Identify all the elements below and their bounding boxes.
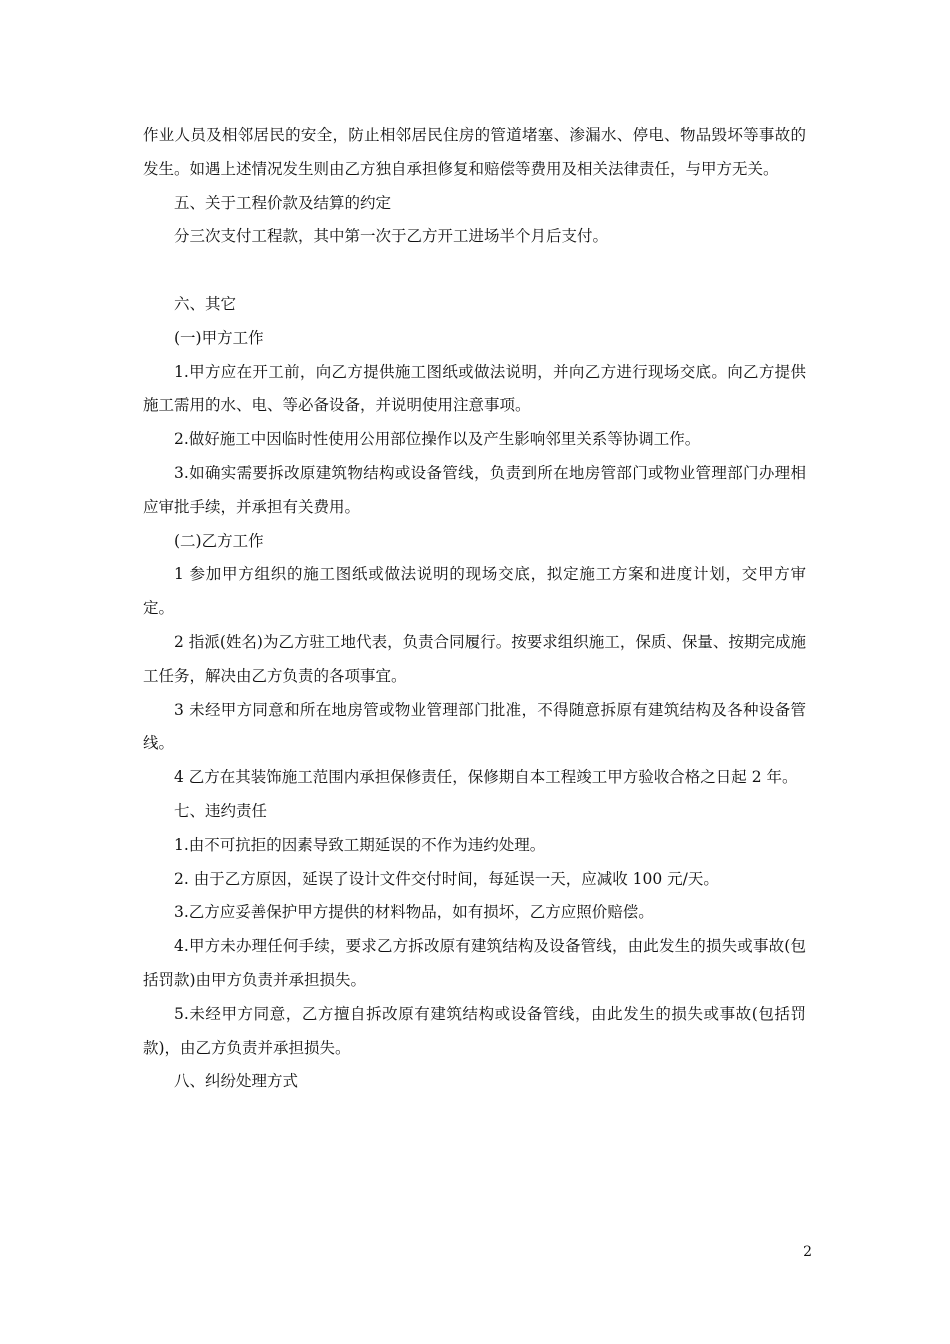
paragraph: 1 参加甲方组织的施工图纸或做法说明的现场交底，拟定施工方案和进度计划，交甲方审定。 [143, 565, 806, 618]
paragraph: 4.甲方未办理任何手续，要求乙方拆改原有建筑结构及设备管线，由此发生的损失或事故(包括罚款)由甲方负责并承担损失。 [143, 937, 806, 989]
paragraph-gap [143, 254, 806, 288]
paragraph: 作业人员及相邻居民的安全，防止相邻居民住房的管道堵塞、渗漏水、停电、物品毁坏等事故的发生。如遇上述情况发生则由乙方独自承担修复和赔偿等费用及相关法律责任，与甲方无关。 [143, 126, 806, 178]
document-body [143, 119, 806, 1099]
paragraph: 2.做好施工中因临时性使用公用部位操作以及产生影响邻里关系等协调工作。 [174, 430, 701, 449]
paragraph: 3 未经甲方同意和所在地房管或物业管理部门批准，不得随意拆原有建筑结构及各种设备管线。 [143, 700, 806, 753]
paragraph: (二)乙方工作 [174, 531, 264, 550]
section-before-gap [143, 119, 806, 254]
paragraph: 分三次支付工程款，其中第一次于乙方开工进场半个月后支付。 [174, 227, 609, 246]
paragraph: 2. 由于乙方原因，延误了设计文件交付时间，每延误一天，应减收 100 元/天。 [174, 869, 719, 888]
paragraph: 2 指派(姓名)为乙方驻工地代表，负责合同履行。按要求组织施工，保质、保量、按期完成施工任务，解决由乙方负责的各项事宜。 [143, 632, 806, 685]
paragraph: 七、违约责任 [174, 801, 268, 820]
paragraph: 3.乙方应妥善保护甲方提供的材料物品，如有损坏，乙方应照价赔偿。 [174, 903, 654, 922]
page-number: 2 [803, 1244, 812, 1260]
section-after-gap [143, 288, 806, 1099]
paragraph: 1.由不可抗拒的因素导致工期延误的不作为违约处理。 [174, 835, 546, 854]
paragraph: 4 乙方在其装饰施工范围内承担保修责任，保修期自本工程竣工甲方验收合格之日起 2 年。 [174, 768, 798, 787]
paragraph: 八、纠纷处理方式 [174, 1072, 299, 1091]
paragraph: 3.如确实需要拆改原建筑物结构或设备管线，负责到所在地房管部门或物业管理部门办理相应审批手续，并承担有关费用。 [143, 463, 806, 516]
paragraph: 六、其它 [174, 294, 237, 313]
paragraph: 5.未经甲方同意，乙方擅自拆改原有建筑结构或设备管线，由此发生的损失或事故(包括罚款)，由乙方负责并承担损失。 [143, 1004, 806, 1057]
paragraph: 1.甲方应在开工前，向乙方提供施工图纸或做法说明，并向乙方进行现场交底。向乙方提供施工需用的水、电、等必备设备，并说明使用注意事项。 [143, 362, 806, 415]
paragraph: 五、关于工程价款及结算的约定 [174, 193, 392, 212]
paragraph: (一)甲方工作 [174, 328, 264, 347]
